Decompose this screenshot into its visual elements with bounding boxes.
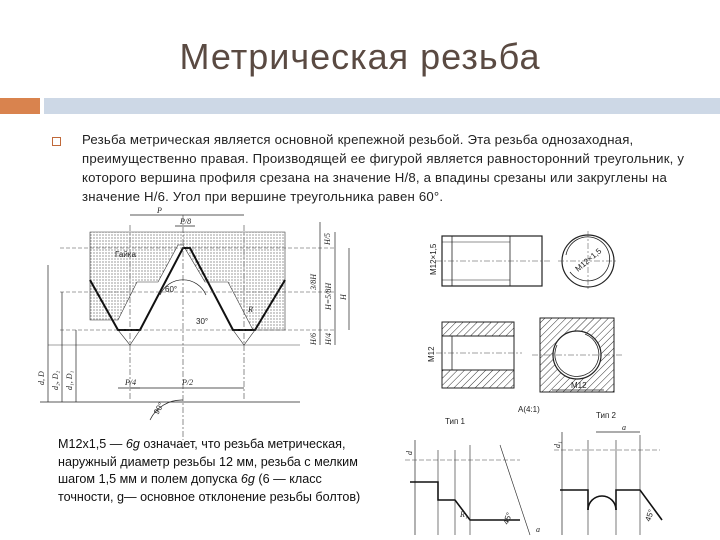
label-30: 30° [196, 317, 209, 326]
label-d: d, D [37, 371, 46, 385]
label-r: R [248, 305, 253, 314]
nut-region [90, 232, 285, 330]
caption-text [58, 436, 368, 506]
bolt-view [429, 231, 618, 291]
slide-title: Метрическая резьба [179, 36, 541, 77]
label-m12: М12 [427, 346, 436, 362]
label-h4: H/4 [324, 333, 333, 345]
label-a-type1: a [536, 525, 540, 534]
label-type2: Тип 2 [596, 411, 617, 420]
label-p: P [157, 206, 162, 215]
label-m12x15b: М12×1,5 [573, 246, 604, 274]
caption-part-3: (6 — класс точности, g— основное отклонение резьбы болтов) [58, 472, 361, 504]
runout-details [405, 405, 662, 535]
thread-profile-diagram [37, 206, 349, 440]
label-d1: d₁, D₁ [65, 370, 74, 390]
label-h6: H/6 [309, 333, 318, 345]
label-d1-type2: d₁ [553, 441, 562, 448]
label-d2: d₂, D₂ [51, 370, 60, 390]
label-a-type2: a [622, 423, 626, 432]
label-m12b: М12 [571, 381, 587, 390]
label-45a: 45° [501, 511, 515, 526]
caption-part-1: М12х1,5 — [58, 437, 126, 451]
caption-code-2: 6g [240, 472, 255, 486]
label-45b: 45° [643, 508, 657, 523]
label-h5: H/5 [323, 233, 332, 245]
caption-code: 6g [125, 437, 140, 451]
label-a41: A(4:1) [518, 405, 540, 414]
body-paragraph: Резьба метрическая является основной крепежной резьбой. Эта резьба однозаходная, преимущественно правая. Производящей ее фигурой является равносторонний треугольник, у которого вершина профиля срезана на значение H/8, а впадины срезаны или закруглены на значение H/6. Угол при вершине треугольника равен 60°. [82, 132, 685, 204]
label-type1: Тип 1 [445, 417, 466, 426]
label-p2: P/2 [182, 378, 194, 387]
label-r1: R₁ [460, 510, 468, 519]
caption-part-2: означает, что резьба метрическая, наружный диаметр резьбы 12 мм, резьба с мелким шагом 1,5 мм и полем допуска [58, 437, 358, 486]
label-60a: 60° [165, 285, 178, 294]
label-p4: P/4 [125, 378, 137, 387]
label-h58: H=5/8H [324, 282, 333, 310]
nut-section-view [427, 318, 622, 392]
label-m12x15: М12×1,5 [429, 243, 438, 275]
label-h38: 3/8H [309, 274, 318, 290]
label-p8: P/8 [180, 217, 192, 226]
label-nut: Гайка [115, 250, 136, 259]
label-d-type1: d [405, 451, 414, 455]
label-h: H [339, 294, 348, 300]
label-90: 90° [151, 401, 166, 416]
